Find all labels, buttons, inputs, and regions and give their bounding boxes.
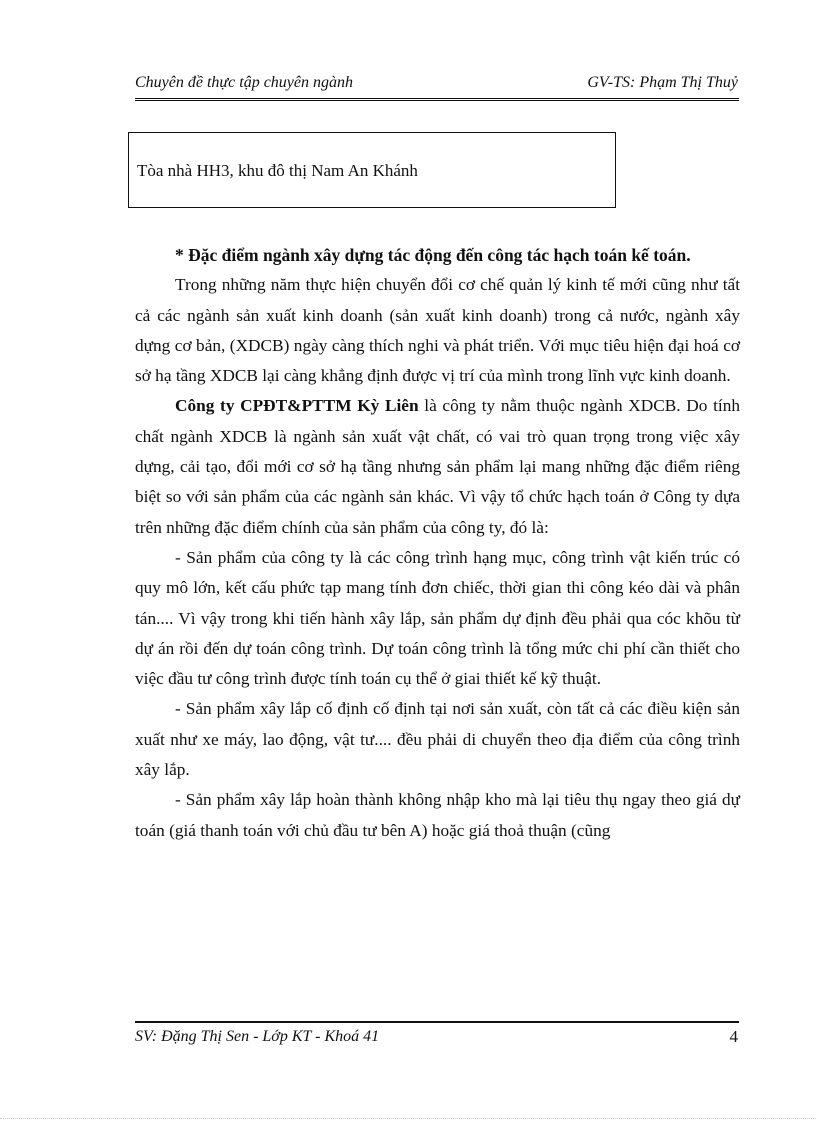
paragraph-1: Trong những năm thực hiện chuyển đổi cơ chế quản lý kinh tế mới cũng như tất cả các ngành sản xuất kinh doanh (sản xuất kinh doanh) trong cả nước, ngành xây dựng cơ bản, (XDCB) ngày càng thích nghi và phát triển. Với mục tiêu hiện đại hoá cơ sở hạ tầng XDCB lại càng khẳng định được vị trí của mình trong lĩnh vực kinh doanh. — [135, 275, 740, 386]
paragraph-3: - Sản phẩm của công ty là các công trình hạng mục, công trình vật kiến trúc có quy mô lớn, kết cấu phức tạp mang tính đơn chiếc, thời gian thi công kéo dài và phân tán.... Vì vậy trong khi tiến hành xây lắp, sản phẩm dự định đều phải qua cóc khõu từ dự án rồi đến dự toán công trình. Dự toán công trình là tổng mức chi phí cần thiết cho việc đầu tư công trình được tính toán cụ thể ở giai thiết kế kỹ thuật. — [135, 547, 740, 689]
document-body — [135, 240, 740, 846]
company-name: Công ty CPĐT&PTTM Kỳ Liên — [175, 396, 419, 416]
header-course-title: Chuyên đề thực tập chuyên ngành — [135, 74, 353, 91]
address-box — [128, 132, 616, 208]
paragraph-2 — [135, 391, 740, 542]
section-heading: * Đặc điểm ngành xây dựng tác động đến công tác hạch toán kế toán. — [175, 245, 691, 265]
page-header — [135, 74, 738, 92]
footer-rule — [135, 1021, 739, 1023]
header-instructor: GV-TS: Phạm Thị Thuỷ — [587, 74, 738, 91]
paragraph-5: - Sản phẩm xây lắp hoàn thành không nhập kho mà lại tiêu thụ ngay theo giá dự toán (giá thanh toán với chủ đầu tư bên A) hoặc giá thoả thuận (cũng — [135, 790, 740, 840]
paragraph-4: - Sản phẩm xây lắp cố định cố định tại nơi sản xuất, còn tất cả các điều kiện sản xuất như xe máy, lao động, vật tư.... đều phải di chuyển theo địa điểm của công trình xây lắp. — [135, 699, 740, 780]
address-text: Tòa nhà HH3, khu đô thị Nam An Khánh — [137, 161, 418, 180]
header-rule — [135, 98, 739, 101]
footer-student-info: SV: Đặng Thị Sen - Lớp KT - Khoá 41 — [135, 1028, 380, 1045]
page-bottom-edge — [0, 1118, 816, 1119]
page-number: 4 — [729, 1027, 738, 1046]
page-footer — [135, 1027, 738, 1047]
paragraph-2-text: là công ty nằm thuộc ngành XDCB. Do tính chất ngành XDCB là ngành sản xuất vật chất, có vai trò quan trọng trong việc xây dựng, cải tạo, đổi mới cơ sở hạ tầng nhưng sản phẩm lại mang những đặc điểm riêng biệt so với sản phẩm của các ngành sản khác. Vì vậy tổ chức hạch toán ở Công ty dựa trên những đặc điểm chính của sản phẩm của công ty, đó là: — [135, 396, 740, 537]
